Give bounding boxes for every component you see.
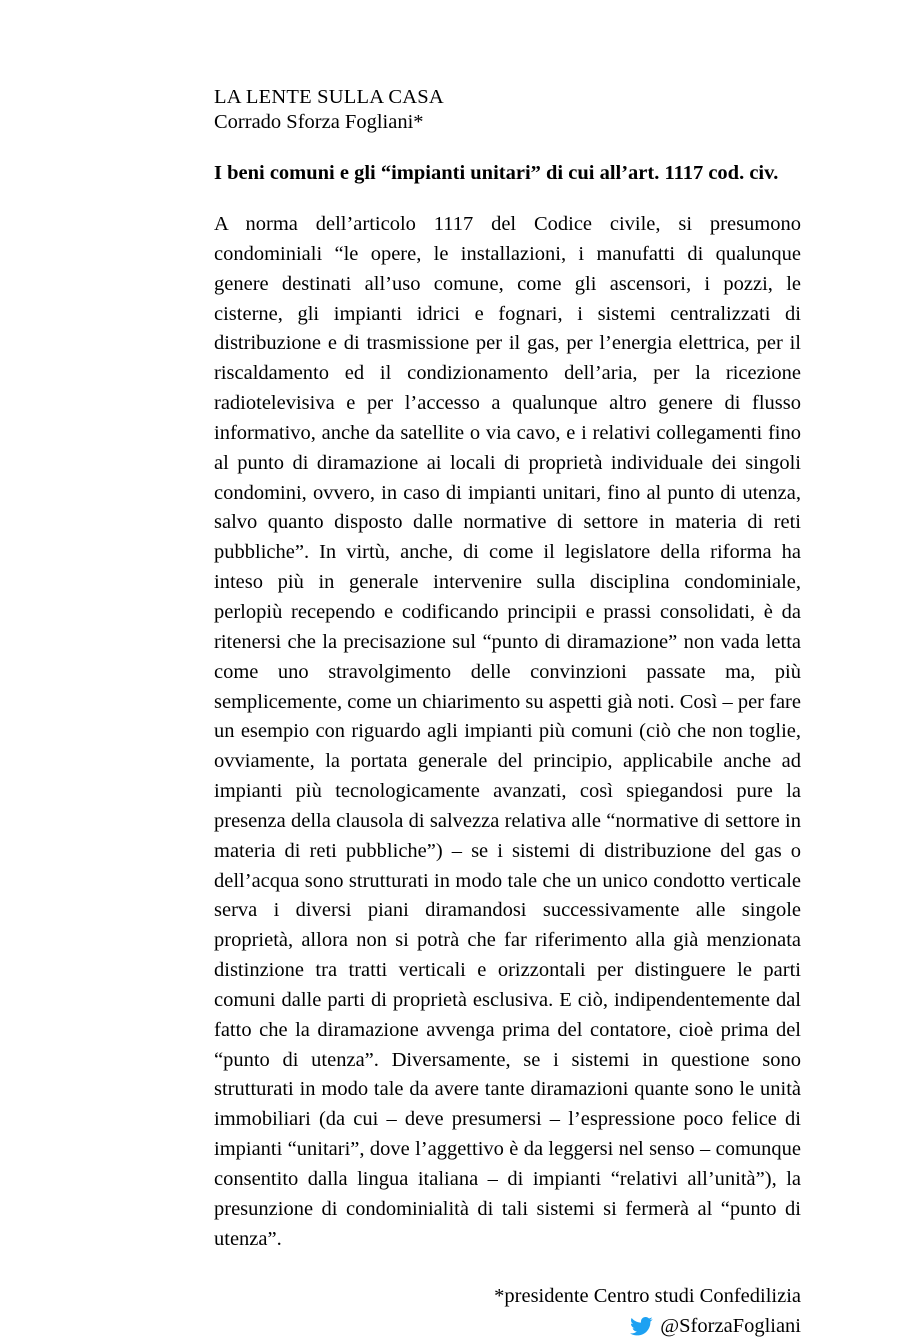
article-subtitle: I beni comuni e gli “impianti unitari” di cui all’art. 1117 cod. civ.: [214, 162, 779, 184]
article-content: [214, 85, 801, 1341]
column-title: LA LENTE SULLA CASA: [214, 86, 444, 108]
signature-block: [214, 1281, 801, 1341]
author-role: *presidente Centro studi Confedilizia: [494, 1284, 801, 1307]
article-body: [214, 210, 801, 1255]
social-handle-text[interactable]: @SforzaFogliani: [660, 1314, 801, 1337]
body-paragraph: A norma dell’articolo 1117 del Codice civile, si presumono condominiali “le opere, le installazioni, i manufatti di qualunque genere destinati all’uso comune, come gli ascensori, i pozzi, le cisterne, gli impianti idrici e fognari, i sistemi centralizzati di distribuzione e di trasmissione per il gas, per l’energia elettrica, per il riscaldamento ed il condizionamento dell’aria, per la ricezione radiotelevisiva e per l’accesso a qualunque altro genere di flusso informativo, anche da satellite o via cavo, e i relativi collegamenti fino al punto di diramazione ai locali di proprietà individuale dei singoli condomini, ovvero, in caso di impianti unitari, fino al punto di utenza, salvo quanto disposto dalle normative di settore in materia di reti pubbliche”. In virtù, anche, di come il legislatore della riforma ha inteso più in generale intervenire sulla disciplina condominiale, perlopiù recependo e codificando principii e prassi consolidati, è da ritenersi che la precisazione sul “punto di diramazione” non vada letta come uno stravolgimento delle convinzioni passate ma, più semplicemente, come un chiarimento su aspetti già noti. Così – per fare un esempio con riguardo agli impianti più comuni (ciò che non toglie, ovviamente, la portata generale del principio, applicabile anche ad impianti più tecnologicamente avanzati, così spiegandosi pure la presenza della clausola di salvezza relativa alle “normative di settore in materia di reti pubbliche”) – se i sistemi di distribuzione del gas o dell’acqua sono strutturati in modo tale che un unico condotto verticale serva i diversi piani diramandosi successivamente alle singole proprietà, allora non si potrà che far riferimento alla già menzionata distinzione tra tratti verticali e orizzontali per distinguere le parti comuni dalle parti di proprietà esclusiva. E ciò, indipendentemente dal fatto che la diramazione avvenga prima del contatore, cioè prima del “punto di utenza”. Diversamente, se i sistemi in questione sono strutturati in modo tale da avere tante diramazioni quante sono le unità immobiliari (da cui – deve presumersi – l’espressione poco felice di impianti “unitari”, dove l’aggettivo è da leggersi nel senso – comunque consentito dalla lingua italiana – di impianti “relativi all’unità”), la presunzione di condominialità di tali sistemi si fermerà al “punto di utenza”.: [214, 213, 801, 1250]
author-byline: Corrado Sforza Fogliani*: [214, 111, 424, 133]
masthead: [214, 85, 801, 135]
social-handle-line: [214, 1311, 801, 1341]
twitter-bird-icon[interactable]: [630, 1317, 653, 1336]
